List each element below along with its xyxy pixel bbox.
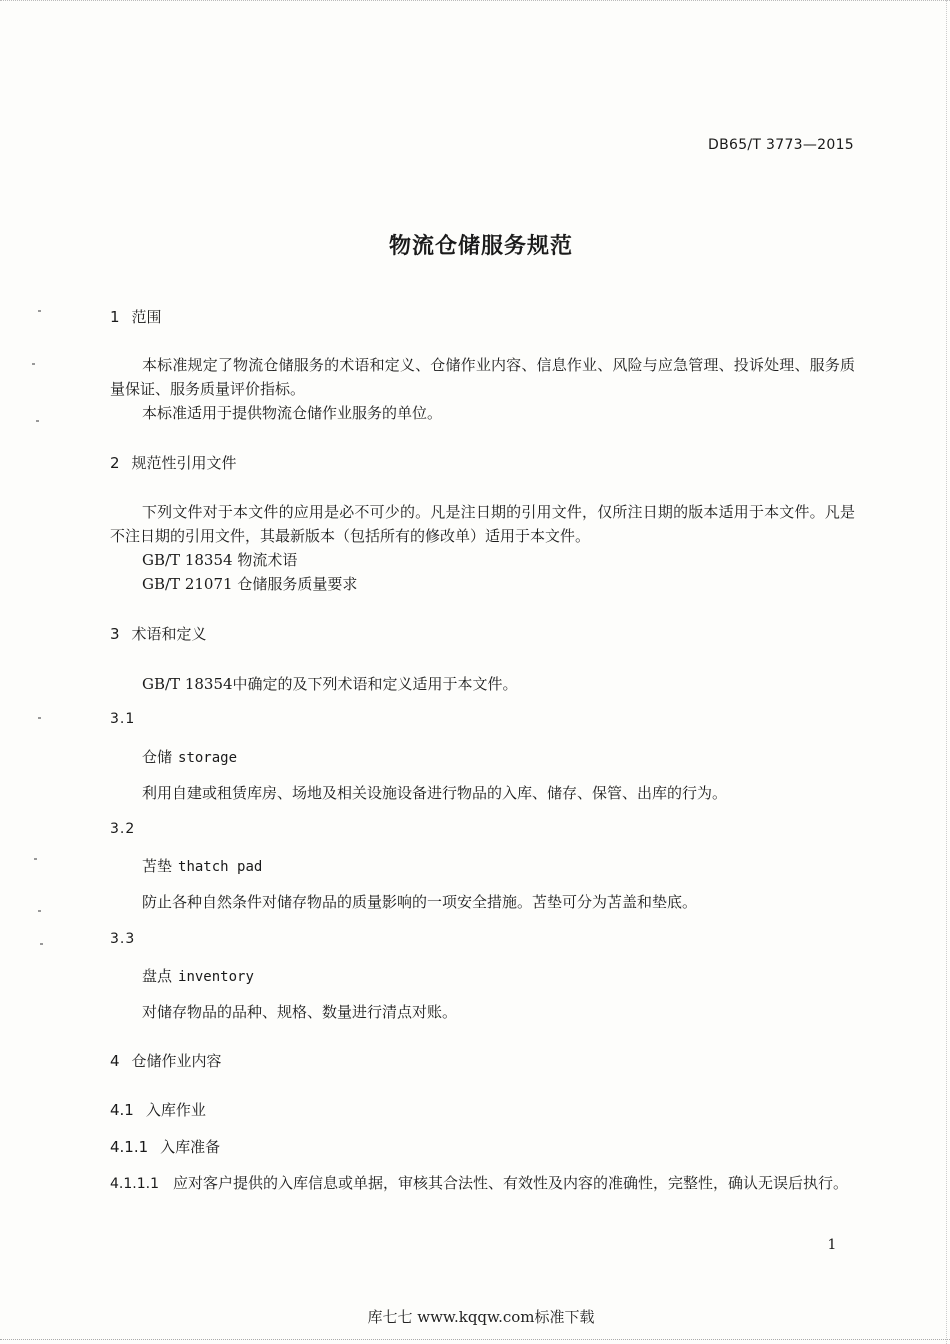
footer-watermark: 库七七 www.kqqw.com标准下载 — [367, 1308, 595, 1326]
subsection-title: 入库作业 — [145, 1101, 206, 1119]
term-number: 3.3 — [110, 931, 136, 947]
term-zh: 苫垫 — [142, 857, 173, 875]
term-3-3 — [110, 927, 855, 951]
section-3-heading — [110, 622, 855, 646]
section-number: 3 — [110, 625, 120, 643]
term-number: 3.1 — [110, 711, 136, 727]
term-en: thatch pad — [178, 859, 263, 875]
scan-speck — [34, 858, 37, 860]
paragraph: 本标准规定了物流仓储服务的术语和定义、仓储作业内容、信息作业、风险与应急管理、投诉处理、服务质量保证、服务质量评价指标。 — [110, 356, 855, 398]
term-3-2-definition — [110, 890, 855, 914]
scan-edge-top — [0, 0, 950, 11]
section-1-heading — [110, 305, 855, 329]
section-number: 1 — [110, 308, 120, 326]
section-title: 术语和定义 — [131, 625, 207, 643]
term-definition: 对储存物品的品种、规格、数量进行清点对账。 — [142, 1003, 458, 1021]
section-3-intro — [110, 672, 855, 696]
section-4-heading — [110, 1049, 855, 1073]
paragraph: 本标准适用于提供物流仓储作业服务的单位。 — [142, 404, 443, 422]
term-3-3-definition — [110, 1000, 855, 1024]
paragraph: 下列文件对于本文件的应用是必不可少的。凡是注日期的引用文件，仅所注日期的版本适用于本文件。凡是不注日期的引用文件，其最新版本（包括所有的修改单）适用于本文件。 — [110, 503, 855, 545]
document-title: 物流仓储服务规范 — [388, 234, 573, 259]
term-3-2-name — [110, 854, 855, 879]
subsection-4-1-heading — [110, 1098, 855, 1122]
reference-item: GB/T 21071 仓储服务质量要求 — [142, 575, 358, 593]
scan-speck — [36, 420, 39, 422]
term-number: 3.2 — [110, 821, 136, 837]
section-number: 2 — [110, 454, 120, 472]
subsection-number: 4.1 — [110, 1101, 134, 1119]
clause-number: 4.1.1.1 — [110, 1176, 159, 1192]
scan-speck — [32, 363, 35, 365]
section-title: 仓储作业内容 — [131, 1052, 222, 1070]
subsection-title: 入库准备 — [160, 1138, 221, 1156]
subsection-4-1-1-heading — [110, 1135, 855, 1159]
term-3-1 — [110, 707, 855, 731]
term-en: storage — [178, 750, 238, 766]
clause-4-1-1-1 — [110, 1171, 855, 1196]
term-zh: 仓储 — [142, 748, 173, 766]
term-3-1-definition — [110, 781, 855, 805]
scan-speck — [38, 717, 41, 719]
section-number: 4 — [110, 1052, 120, 1070]
scan-edge-right — [945, 0, 947, 1344]
paragraph: GB/T 18354中确定的及下列术语和定义适用于本文件。 — [142, 675, 518, 693]
term-zh: 盘点 — [142, 967, 173, 985]
scan-edge-bottom — [0, 1338, 950, 1340]
scan-speck — [38, 910, 41, 912]
subsection-number: 4.1.1 — [110, 1138, 149, 1156]
term-3-2 — [110, 817, 855, 841]
scan-speck — [38, 310, 41, 312]
term-3-1-name — [110, 745, 855, 770]
scan-speck — [40, 943, 43, 945]
clause-text: 应对客户提供的入库信息或单据，审核其合法性、有效性及内容的准确性，完整性，确认无误后执行。 — [172, 1174, 848, 1192]
document-code: DB65/T 3773—2015 — [708, 137, 854, 153]
page-number: 1 — [827, 1237, 837, 1253]
term-definition: 防止各种自然条件对储存物品的质量影响的一项安全措施。苫垫可分为苫盖和垫底。 — [142, 893, 698, 911]
section-2-body — [110, 500, 855, 596]
reference-item: GB/T 18354 物流术语 — [142, 551, 298, 569]
section-title: 规范性引用文件 — [131, 454, 237, 472]
section-2-heading — [110, 451, 855, 475]
term-en: inventory — [178, 969, 254, 985]
section-1-body — [110, 353, 855, 425]
section-title: 范围 — [131, 308, 162, 326]
term-3-3-name — [110, 964, 855, 989]
term-definition: 利用自建或租赁库房、场地及相关设施设备进行物品的入库、储存、保管、出库的行为。 — [142, 784, 728, 802]
